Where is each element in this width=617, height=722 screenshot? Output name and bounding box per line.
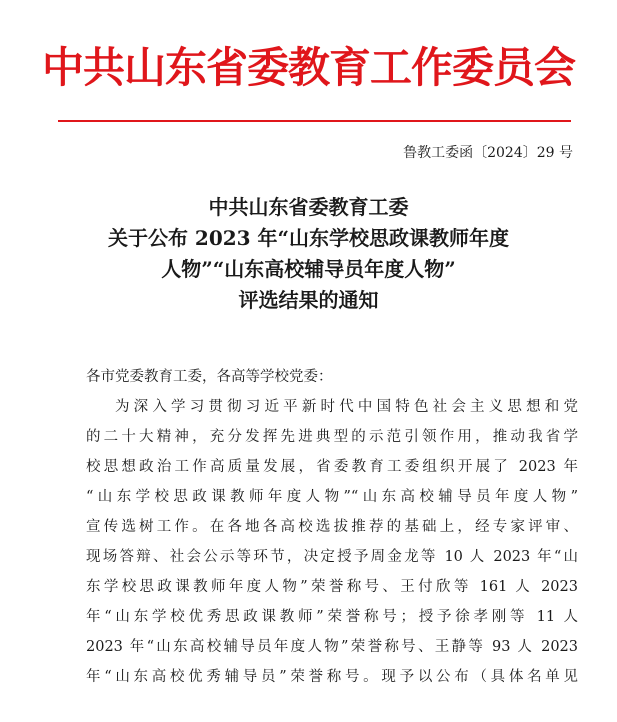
body-line: 东学校思政课教师年度人物”荣誉称号、王付欣等 161 人 2023 — [86, 579, 578, 595]
body-line: 为深入学习贯彻习近平新时代中国特色社会主义思想和党 — [115, 399, 578, 415]
title-line: 评选结果的通知 — [238, 288, 379, 312]
red-divider-line — [58, 120, 571, 122]
masthead-title: 中共山东省委教育工作委员会 — [41, 43, 575, 92]
body-line: 宣传选树工作。在各地各高校选拔推荐的基础上，经专家评审、 — [86, 519, 578, 535]
document-number: 鲁教工委函〔2024〕29 号 — [403, 145, 573, 161]
body-line: 校思想政治工作高质量发展，省委教育工委组织开展了 2023 年 — [86, 459, 578, 475]
document-title — [0, 192, 617, 316]
salutation: 各市党委教育工委，各高等学校党委： — [86, 369, 333, 385]
body-line: 年“山东学校优秀思政课教师”荣誉称号；授予徐孝刚等 11 人 — [86, 609, 578, 625]
body-line: 年“山东高校优秀辅导员”荣誉称号。现予以公布（具体名单见 — [86, 669, 578, 685]
body-line: 的二十大精神，充分发挥先进典型的示范引领作用，推动我省学 — [86, 429, 578, 445]
body-line: 现场答辩、社会公示等环节，决定授予周金龙等 10 人 2023 年“山 — [86, 549, 578, 565]
title-line: 关于公布 2023 年“山东学校思政课教师年度 — [107, 226, 510, 250]
body-line: “山东学校思政课教师年度人物”“山东高校辅导员年度人物” — [86, 489, 578, 505]
title-line: 中共山东省委教育工委 — [208, 195, 409, 219]
title-line: 人物”“山东高校辅导员年度人物” — [161, 257, 456, 281]
body-line: 2023 年“山东高校辅导员年度人物”荣誉称号、王静等 93 人 2023 — [86, 639, 578, 655]
document-body — [86, 362, 578, 692]
